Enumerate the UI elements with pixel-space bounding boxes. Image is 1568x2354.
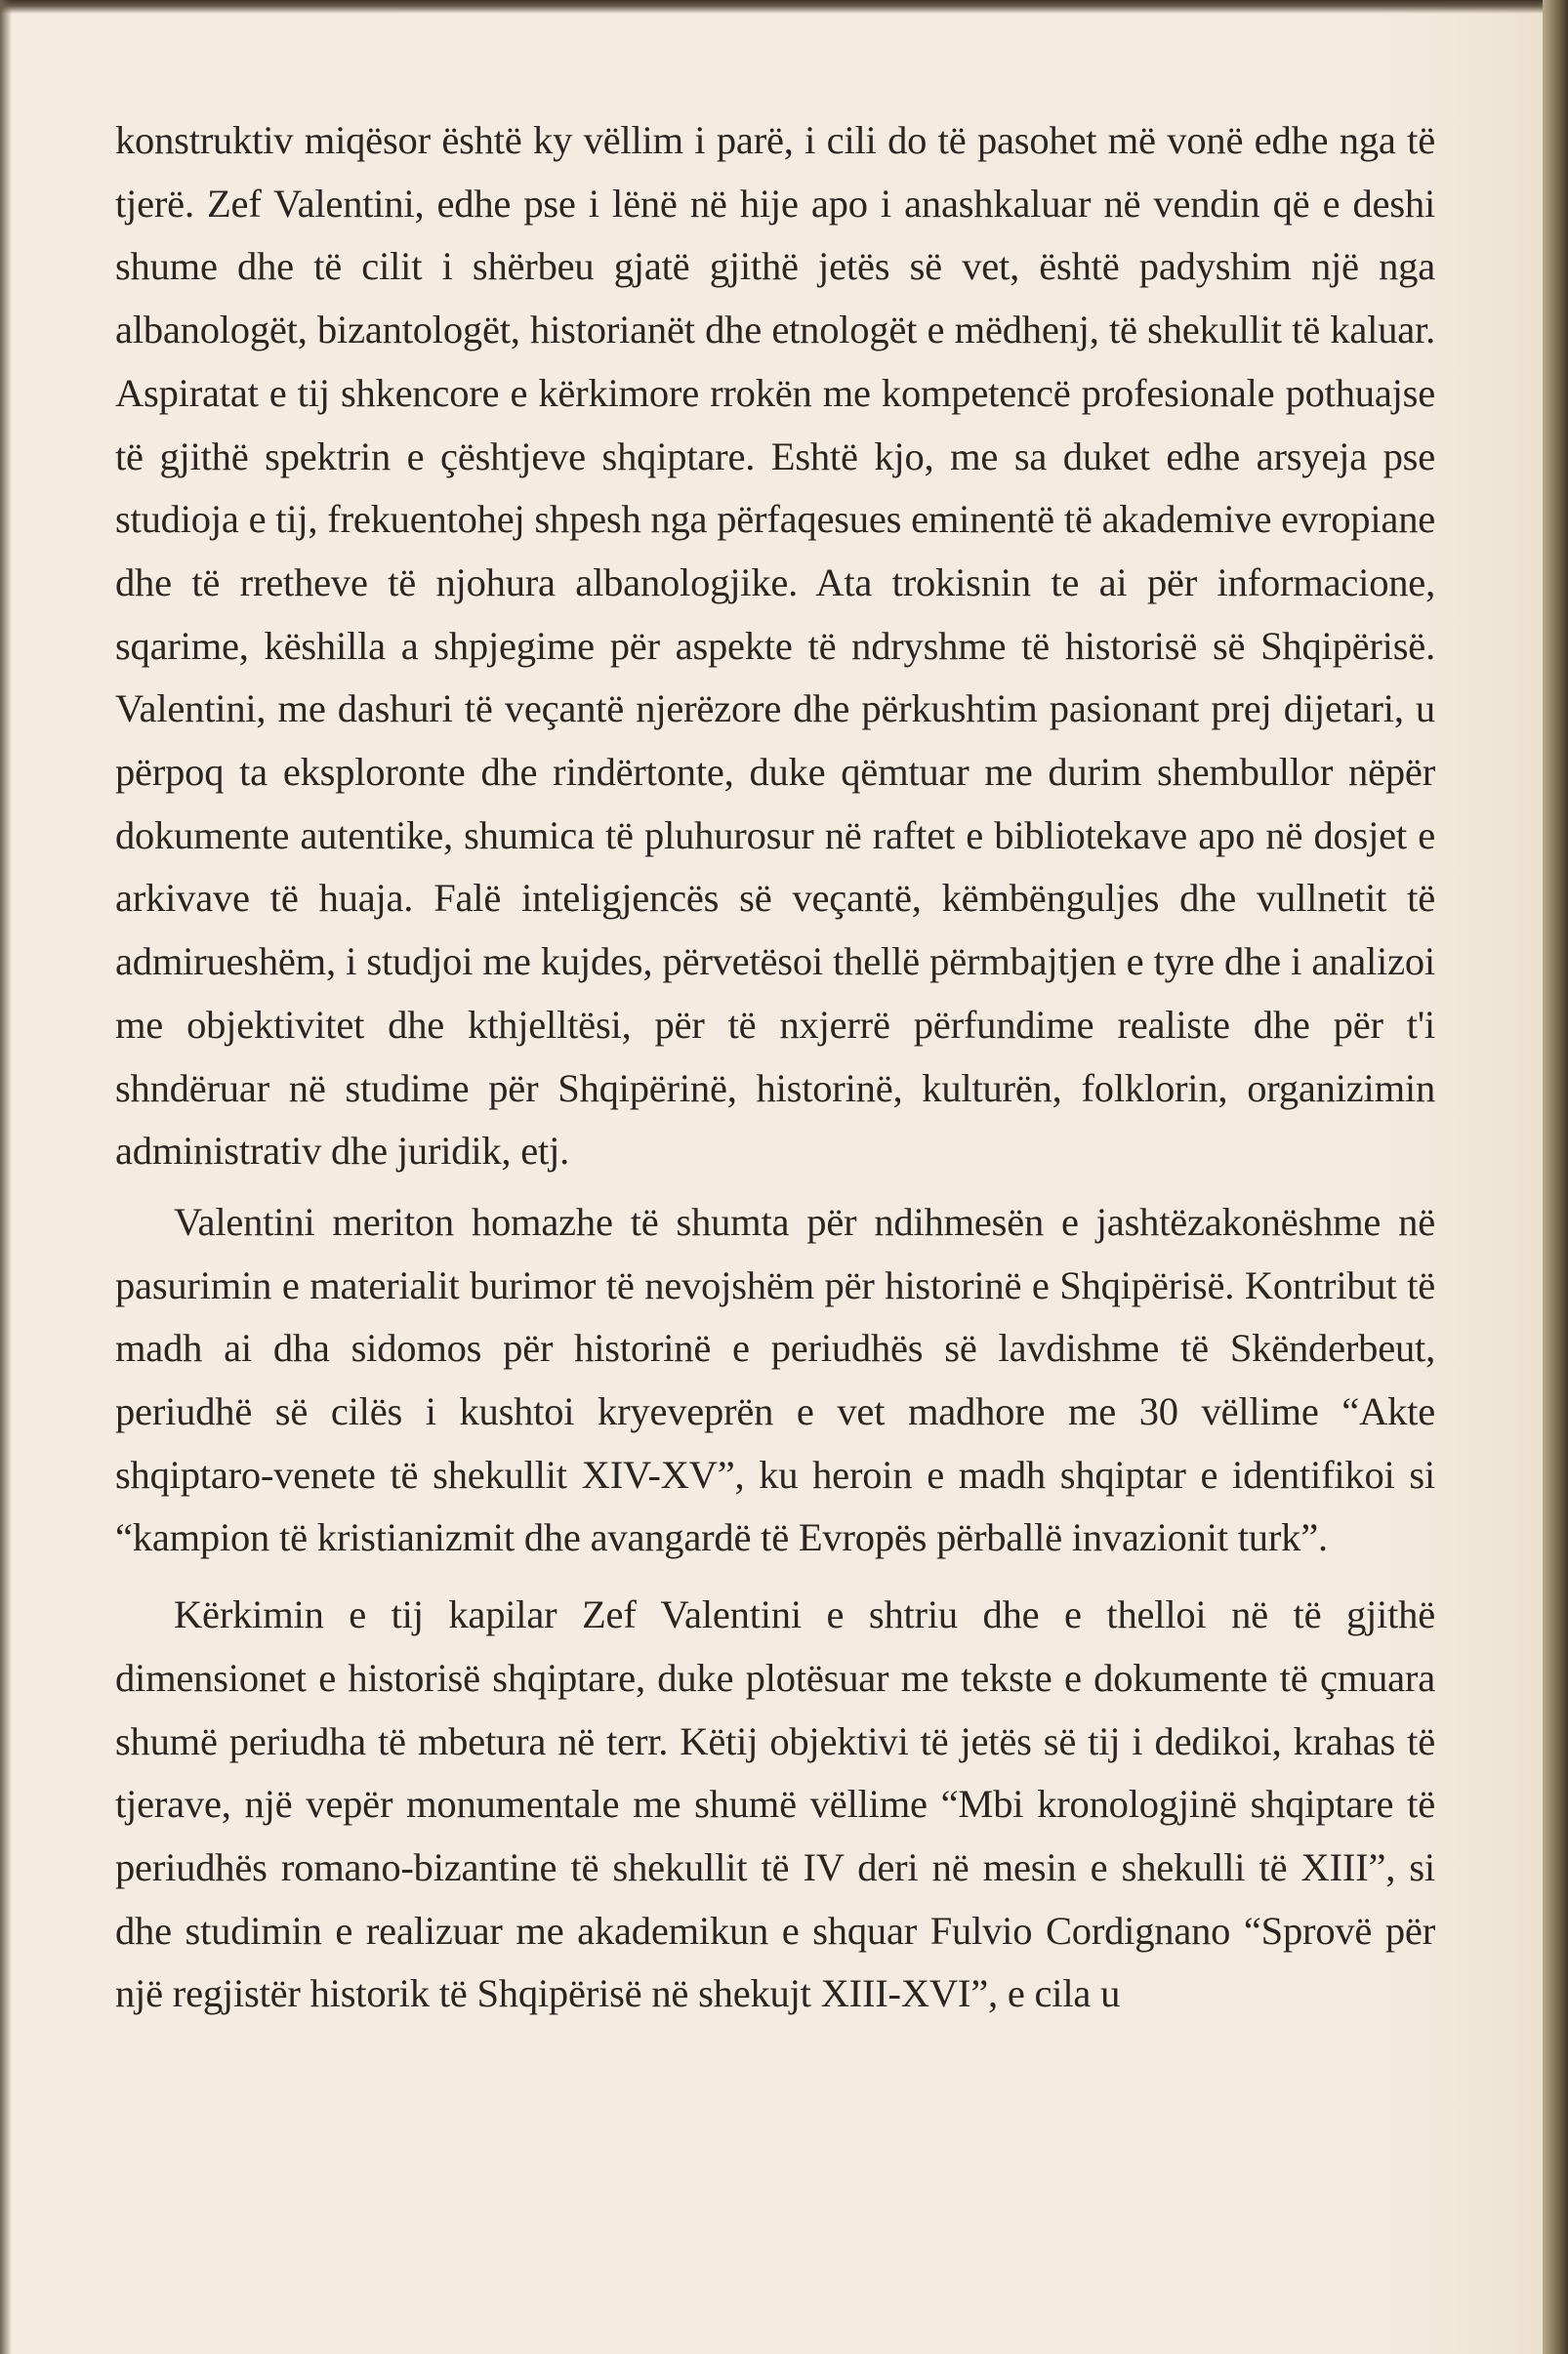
left-edge-shadow [0, 0, 12, 2354]
paragraph-2: Valentini meriton homazhe të shumta për ndihmesën e jashtëzakonëshme në pasurimin e materialit burimor të nevojshëm për historinë e Shqipërisë. Kontribut të madh ai dha sidomos për historinë e periudhës së lavdishme të Skënderbeut, periudhë së cilës i kushtoi kryeveprën e vet madhore me 30 vëllime “Akte shqiptaro-venete të shekullit XIV-XV”, ku heroin e madh shqiptar e identifikoi si “kampion të kristianizmit dhe avangardë të Evropës përballë invazionit turk”. [115, 1199, 1435, 1560]
book-spine-edge [1543, 0, 1568, 2354]
paragraph-1: konstruktiv miqësor është ky vëllim i parë, i cili do të pasohet më vonë edhe nga të tjerë. Zef Valentini, edhe pse i lënë në hije apo i anashkaluar në vendin që e deshi shume dhe të cilit i shërbeu gjatë gjithë jetës së vet, është padyshim një nga albanologët, bizantologët, historianët dhe etnologët e mëdhenj, të shekullit të kaluar. Aspiratat e tij shkencore e kërkimore rrokën me kompetencë profesionale pothuajse të gjithë spektrin e çështjeve shqiptare. Eshtë kjo, me sa duket edhe arsyeja pse studioja e tij, frekuentohej shpesh nga përfaqesues eminentë të akademive evropiane dhe të rretheve të njohura albanologjike. Ata trokisnin te ai për informacione, sqarime, këshilla a shpjegime për aspekte të ndryshme të historisë së Shqipërisë. Valentini, me dashuri të veçantë njerëzore dhe përkushtim pasionant prej dijetari, u përpoq ta eksploronte dhe rindërtonte, duke qëmtuar me durim shembullor nëpër dokumente autentike, shumica të pluhurosur në raftet e bibliotekave apo në dosjet e arkivave të huaja. Falë inteligjencës së veçantë, këmbëngulјes dhe vullnetit të admirueshëm, i studjoi me kujdes, përvetësoi thellë përmbajtjen e tyre dhe i analizoi me objektivitet dhe kthjelltësi, për të nxjerrë përfundime realiste dhe për t'i shndëruar në studime për Shqipërinë, historinë, kulturën, folklorin, organizimin administrativ dhe juridik, etj. [115, 118, 1436, 1174]
paragraph-3: Kërkimin e tij kapilar Zef Valentini e shtriu dhe e thelloi në të gjithë dimensionet e historisë shqiptare, duke plotësuar me tekste e dokumente të çmuara shumë periudha të mbetura në terr. Këtij objektivi të jetës së tij i dedikoi, krahas të tjerave, një vepër monumentale me shumë vëllime “Mbi kronologjinë shqiptare të periudhës romano-bizantine të shekullit të IV deri në mesin e shekulli të XIII”, si dhe studimin e realizuar me akademikun e shquar Fulvio Cordignano “Sprovë për një regjistër historik të Shqipërisë në shekujt XIII-XVI”, e cila u [115, 1592, 1435, 2016]
top-edge-shadow [0, 0, 1568, 14]
body-text [115, 109, 1435, 2026]
